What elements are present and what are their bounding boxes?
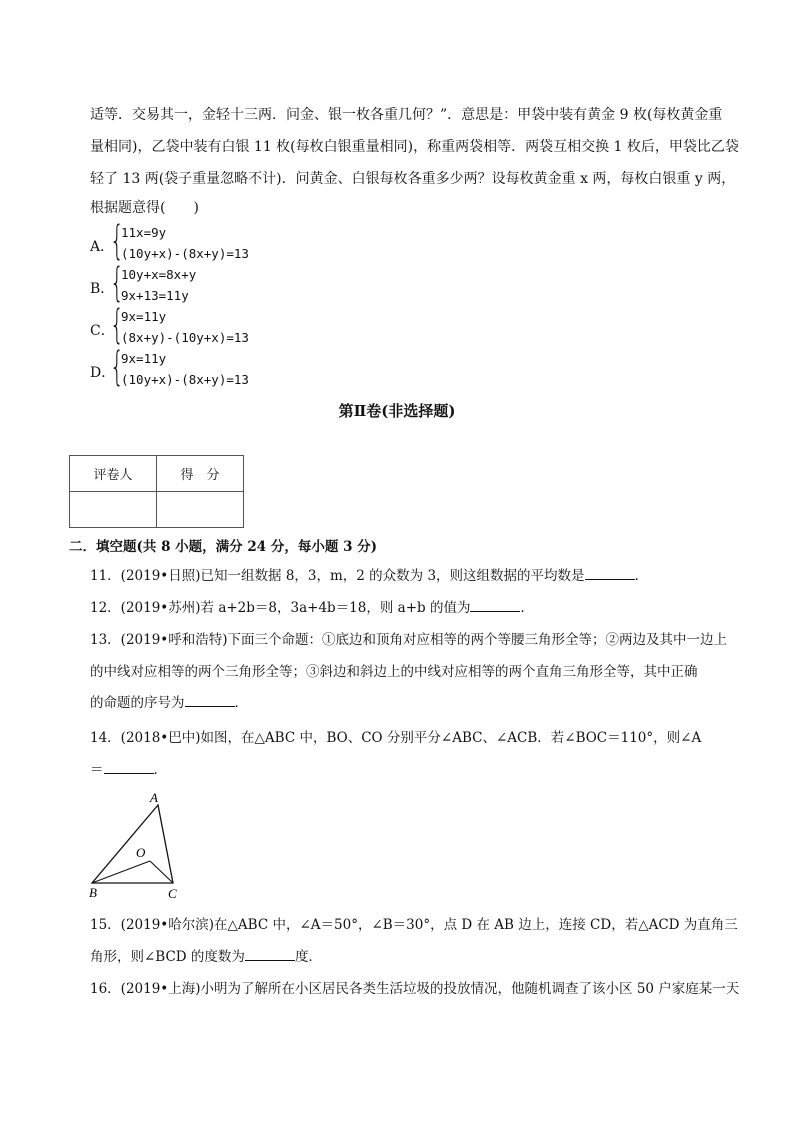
q11-end: ． [634, 568, 649, 584]
brace-icon: { [110, 218, 124, 264]
q14-end: ． [153, 762, 167, 778]
section-title: 第Ⅱ卷(非选择题) [338, 402, 456, 420]
answer-blank[interactable] [185, 694, 235, 707]
question-13-answer [90, 694, 730, 712]
option-c-label: C． [90, 323, 115, 339]
question-11 [90, 567, 730, 585]
q10-line-2: 量相同)，乙袋中装有白银 11 枚(每枚白银重量相同)，称重两袋相等．两袋互相交换 1 枚后，甲袋比乙袋 [90, 139, 739, 155]
option-a-label: A． [90, 239, 115, 255]
label-a: A [150, 790, 158, 805]
q15-line-1: 15．(2019•哈尔滨)在△ABC 中，∠A＝50°，∠B＝30°，点 D 在 AB 边上，连接 CD，若△ACD 为直角三 [90, 917, 738, 933]
option-b[interactable] [90, 260, 390, 308]
answer-blank[interactable] [470, 599, 520, 612]
label-b: B [89, 885, 97, 900]
answer-blank[interactable] [104, 761, 154, 774]
reviewer-header: 评卷人 [70, 456, 157, 492]
q10-line-3: 轻了 13 两(袋子重量忽略不计)．问黄金、白银每枚各重多少两？设每枚黄金重 x 两，每枚白银重 y 两， [90, 171, 736, 187]
part2-heading: 二．填空题(共 8 小题，满分 24 分，每小题 3 分) [69, 539, 378, 555]
q13-line-3: 的命题的序号为 [90, 695, 185, 711]
option-d-eq2: (10y+x)-(8x+y)=13 [121, 372, 249, 387]
q13-end: ． [234, 695, 248, 711]
q10-line-1: 适等．交易其一，金轻十三两．问金、银一枚各重几何？”．意思是：甲袋中装有黄金 9 枚(每枚黄金重 [90, 107, 723, 123]
score-header: 得 分 [157, 456, 244, 492]
option-c-eq2: (8x+y)-(10y+x)=13 [121, 330, 249, 345]
brace-icon: { [110, 344, 124, 390]
option-a-eq2: (10y+x)-(8x+y)=13 [121, 246, 249, 261]
question-14-answer [90, 761, 730, 779]
brace-icon: { [110, 260, 124, 306]
option-b-eq2: 9x+13=11y [121, 288, 189, 303]
score-cell[interactable] [157, 492, 244, 528]
option-c[interactable] [90, 302, 390, 350]
option-b-label: B． [90, 281, 115, 297]
q13-line-2: 的中线对应相等的两个三角形全等；③斜边和斜边上的中线对应相等的两个直角三角形全等，其中正确 [90, 664, 698, 680]
option-a[interactable] [90, 218, 390, 266]
score-table [69, 455, 244, 528]
q10-line-4: 根据题意得( ) [90, 200, 199, 216]
q14-line-1: 14．(2018•巴中)如图，在△ABC 中，BO、CO 分别平分∠ABC、∠ACB．若∠BOC＝110°，则∠A [90, 730, 702, 746]
q13-line-1: 13．(2019•呼和浩特)下面三个命题：①底边和顶角对应相等的两个等腰三角形全等；②两边及其中一边上 [90, 632, 728, 648]
q16-line-1: 16．(2019•上海)小明为了解所在小区居民各类生活垃圾的投放情况，他随机调查了该小区 50 户家庭某一天 [90, 981, 740, 997]
q12-text: 12．(2019•苏州)若 a+2b＝8，3a+4b＝18，则 a+b 的值为 [90, 600, 471, 616]
q15-line-2: 角形，则∠BCD 的度数为 [90, 949, 245, 965]
reviewer-cell[interactable] [70, 492, 157, 528]
option-c-eq1: 9x=11y [121, 309, 167, 324]
q11-text: 11．(2019•日照)已知一组数据 8，3，m，2 的众数为 3，则这组数据的平均数是 [90, 568, 585, 584]
option-b-eq1: 10y+x=8x+y [121, 267, 197, 282]
answer-blank[interactable] [585, 567, 635, 580]
q14-line-2: ＝ [90, 762, 104, 778]
triangle-figure [84, 788, 194, 903]
option-d[interactable] [90, 344, 390, 392]
answer-blank[interactable] [245, 948, 295, 961]
question-15-answer [90, 948, 730, 966]
label-c: C [168, 886, 177, 901]
q15-end: 度． [294, 949, 322, 965]
q12-end: ． [520, 600, 534, 616]
label-o: O [136, 845, 146, 860]
option-a-eq1: 11x=9y [121, 225, 167, 240]
brace-icon: { [110, 302, 124, 348]
option-d-eq1: 9x=11y [121, 351, 167, 366]
option-d-label: D． [90, 365, 116, 381]
question-12 [90, 599, 730, 617]
